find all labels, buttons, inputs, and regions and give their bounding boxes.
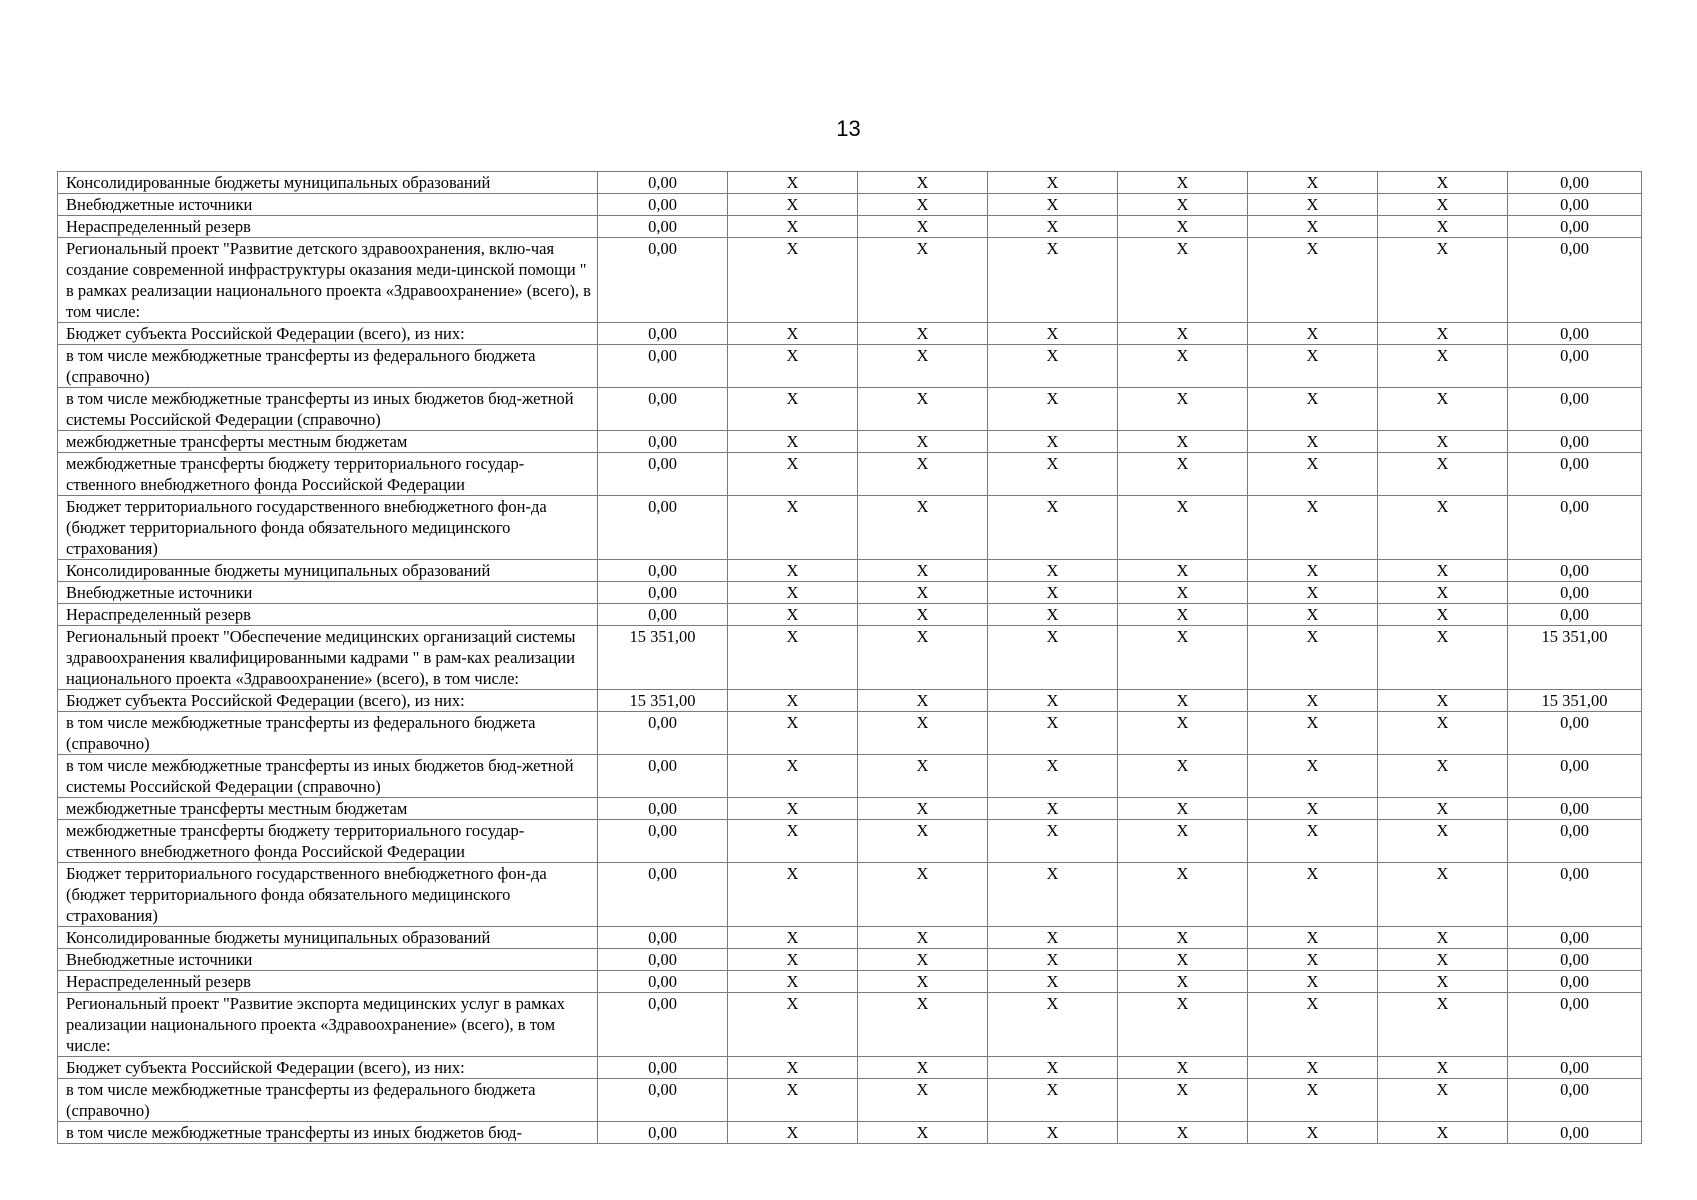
table-row [58,690,1642,712]
row-mark-6: Х [1378,194,1508,216]
row-mark-2: Х [858,798,988,820]
row-mark-2: Х [858,238,988,323]
row-mark-6: Х [1378,604,1508,626]
table-row [58,453,1642,496]
row-mark-2: Х [858,431,988,453]
row-mark-2: Х [858,1079,988,1122]
row-label: Бюджет территориального государственного внебюджетного фон-да (бюджет территориального фонда обязательного медицинского страхования) [58,496,598,560]
row-mark-3: Х [988,238,1118,323]
table-row [58,323,1642,345]
row-value: 0,00 [598,496,728,560]
row-mark-5: Х [1248,863,1378,927]
row-value: 0,00 [598,1122,728,1144]
table-row [58,582,1642,604]
table-row [58,626,1642,690]
row-mark-3: Х [988,323,1118,345]
row-mark-4: Х [1118,496,1248,560]
row-mark-5: Х [1248,604,1378,626]
row-mark-5: Х [1248,388,1378,431]
row-mark-1: Х [728,604,858,626]
row-mark-6: Х [1378,971,1508,993]
row-mark-3: Х [988,560,1118,582]
row-mark-2: Х [858,172,988,194]
row-mark-2: Х [858,626,988,690]
row-value: 0,00 [598,388,728,431]
row-value: 0,00 [598,1079,728,1122]
row-mark-3: Х [988,1079,1118,1122]
row-mark-2: Х [858,582,988,604]
row-mark-5: Х [1248,1057,1378,1079]
row-label: в том числе межбюджетные трансферты из иных бюджетов бюд-жетной системы Российской Федерации (справочно) [58,755,598,798]
row-value: 0,00 [598,345,728,388]
row-total: 0,00 [1508,971,1642,993]
row-label: Консолидированные бюджеты муниципальных образований [58,560,598,582]
row-mark-6: Х [1378,798,1508,820]
row-mark-2: Х [858,216,988,238]
table-row [58,927,1642,949]
row-total: 0,00 [1508,560,1642,582]
row-mark-4: Х [1118,927,1248,949]
row-mark-3: Х [988,820,1118,863]
row-total: 0,00 [1508,216,1642,238]
row-mark-2: Х [858,323,988,345]
row-total: 0,00 [1508,604,1642,626]
table-row [58,798,1642,820]
row-mark-3: Х [988,626,1118,690]
row-mark-6: Х [1378,172,1508,194]
table-row [58,604,1642,626]
row-value: 0,00 [598,712,728,755]
row-mark-6: Х [1378,1122,1508,1144]
table-row [58,496,1642,560]
row-mark-5: Х [1248,345,1378,388]
row-mark-2: Х [858,194,988,216]
row-label: в том числе межбюджетные трансферты из иных бюджетов бюд- [58,1122,598,1144]
row-mark-5: Х [1248,755,1378,798]
row-value: 0,00 [598,453,728,496]
table-row [58,1122,1642,1144]
row-label: межбюджетные трансферты бюджету территориального государ-ственного внебюджетного фонда Российской Федерации [58,820,598,863]
row-label: Бюджет субъекта Российской Федерации (всего), из них: [58,1057,598,1079]
row-total: 0,00 [1508,431,1642,453]
row-value: 0,00 [598,194,728,216]
row-mark-1: Х [728,971,858,993]
row-mark-1: Х [728,798,858,820]
row-total: 0,00 [1508,1122,1642,1144]
row-mark-4: Х [1118,798,1248,820]
row-label: Внебюджетные источники [58,582,598,604]
row-label: Внебюджетные источники [58,194,598,216]
row-mark-3: Х [988,431,1118,453]
row-mark-4: Х [1118,388,1248,431]
row-mark-2: Х [858,1122,988,1144]
row-label: межбюджетные трансферты местным бюджетам [58,798,598,820]
row-mark-5: Х [1248,798,1378,820]
budget-table-body [58,172,1642,1144]
row-label: Бюджет субъекта Российской Федерации (всего), из них: [58,323,598,345]
row-mark-6: Х [1378,755,1508,798]
row-mark-4: Х [1118,1079,1248,1122]
row-mark-2: Х [858,560,988,582]
row-mark-6: Х [1378,323,1508,345]
row-total: 0,00 [1508,820,1642,863]
row-mark-1: Х [728,496,858,560]
row-mark-5: Х [1248,453,1378,496]
row-label: Региональный проект "Развитие детского здравоохранения, вклю-чая создание современной инфраструктуры оказания меди-цинской помощи " в рамках реализации национального проекта «Здравоохранение» (всего), в том числе: [58,238,598,323]
row-mark-2: Х [858,604,988,626]
table-row [58,971,1642,993]
row-mark-1: Х [728,431,858,453]
row-mark-1: Х [728,238,858,323]
table-row [58,216,1642,238]
table-row [58,388,1642,431]
row-mark-6: Х [1378,431,1508,453]
row-mark-3: Х [988,1057,1118,1079]
row-label: Региональный проект "Развитие экспорта медицинских услуг в рамках реализации национального проекта «Здравоохранение» (всего), в том числе: [58,993,598,1057]
row-mark-6: Х [1378,1079,1508,1122]
row-value: 0,00 [598,949,728,971]
table-row [58,755,1642,798]
row-label: межбюджетные трансферты местным бюджетам [58,431,598,453]
row-mark-5: Х [1248,927,1378,949]
row-mark-2: Х [858,949,988,971]
row-mark-4: Х [1118,194,1248,216]
row-mark-4: Х [1118,949,1248,971]
table-row [58,560,1642,582]
row-mark-5: Х [1248,582,1378,604]
row-mark-1: Х [728,993,858,1057]
row-mark-4: Х [1118,971,1248,993]
row-mark-4: Х [1118,604,1248,626]
row-label: Консолидированные бюджеты муниципальных образований [58,172,598,194]
row-mark-1: Х [728,453,858,496]
row-mark-6: Х [1378,927,1508,949]
row-mark-5: Х [1248,626,1378,690]
row-mark-1: Х [728,582,858,604]
row-total: 0,00 [1508,755,1642,798]
row-mark-6: Х [1378,238,1508,323]
row-value: 0,00 [598,755,728,798]
row-total: 15 351,00 [1508,690,1642,712]
row-mark-2: Х [858,863,988,927]
row-mark-5: Х [1248,431,1378,453]
row-mark-3: Х [988,453,1118,496]
row-value: 0,00 [598,172,728,194]
row-mark-6: Х [1378,216,1508,238]
row-value: 0,00 [598,971,728,993]
table-row [58,712,1642,755]
row-mark-3: Х [988,949,1118,971]
row-total: 0,00 [1508,927,1642,949]
page-number: 13 [836,116,861,141]
row-mark-5: Х [1248,971,1378,993]
row-total: 0,00 [1508,712,1642,755]
row-mark-4: Х [1118,993,1248,1057]
row-mark-4: Х [1118,1057,1248,1079]
row-mark-3: Х [988,863,1118,927]
row-label: Нераспределенный резерв [58,604,598,626]
row-mark-3: Х [988,388,1118,431]
row-mark-5: Х [1248,1122,1378,1144]
row-mark-1: Х [728,626,858,690]
row-mark-2: Х [858,496,988,560]
row-value: 0,00 [598,863,728,927]
row-mark-5: Х [1248,949,1378,971]
row-label: Консолидированные бюджеты муниципальных образований [58,927,598,949]
row-total: 0,00 [1508,863,1642,927]
table-row [58,820,1642,863]
row-mark-2: Х [858,993,988,1057]
row-value: 0,00 [598,431,728,453]
row-mark-1: Х [728,690,858,712]
row-value: 0,00 [598,993,728,1057]
row-mark-2: Х [858,1057,988,1079]
row-mark-3: Х [988,927,1118,949]
row-label: Внебюджетные источники [58,949,598,971]
row-mark-1: Х [728,216,858,238]
row-mark-4: Х [1118,626,1248,690]
row-mark-4: Х [1118,755,1248,798]
row-mark-3: Х [988,755,1118,798]
table-row [58,345,1642,388]
row-total: 0,00 [1508,388,1642,431]
row-mark-1: Х [728,1057,858,1079]
row-label: в том числе межбюджетные трансферты из иных бюджетов бюд-жетной системы Российской Федерации (справочно) [58,388,598,431]
row-total: 0,00 [1508,496,1642,560]
row-mark-6: Х [1378,820,1508,863]
row-total: 0,00 [1508,194,1642,216]
row-mark-1: Х [728,345,858,388]
row-label: Нераспределенный резерв [58,971,598,993]
table-row [58,863,1642,927]
row-mark-1: Х [728,194,858,216]
row-mark-3: Х [988,798,1118,820]
row-mark-3: Х [988,582,1118,604]
row-mark-6: Х [1378,388,1508,431]
row-mark-6: Х [1378,453,1508,496]
row-mark-1: Х [728,949,858,971]
row-mark-4: Х [1118,582,1248,604]
row-value: 0,00 [598,798,728,820]
row-label: межбюджетные трансферты бюджету территориального государ-ственного внебюджетного фонда Российской Федерации [58,453,598,496]
row-mark-4: Х [1118,863,1248,927]
row-mark-1: Х [728,323,858,345]
row-value: 0,00 [598,1057,728,1079]
table-row [58,431,1642,453]
row-mark-5: Х [1248,323,1378,345]
row-mark-1: Х [728,755,858,798]
row-mark-5: Х [1248,216,1378,238]
row-mark-3: Х [988,690,1118,712]
row-label: в том числе межбюджетные трансферты из федерального бюджета (справочно) [58,345,598,388]
row-mark-4: Х [1118,820,1248,863]
row-mark-6: Х [1378,712,1508,755]
row-total: 0,00 [1508,323,1642,345]
row-mark-2: Х [858,971,988,993]
row-mark-5: Х [1248,690,1378,712]
row-mark-2: Х [858,388,988,431]
table-row [58,1057,1642,1079]
row-total: 0,00 [1508,1079,1642,1122]
row-mark-5: Х [1248,993,1378,1057]
row-mark-4: Х [1118,560,1248,582]
row-mark-3: Х [988,604,1118,626]
row-mark-2: Х [858,820,988,863]
row-mark-4: Х [1118,172,1248,194]
row-mark-6: Х [1378,863,1508,927]
row-label: Нераспределенный резерв [58,216,598,238]
row-value: 0,00 [598,927,728,949]
row-mark-6: Х [1378,345,1508,388]
row-mark-5: Х [1248,172,1378,194]
row-mark-5: Х [1248,820,1378,863]
row-total: 0,00 [1508,238,1642,323]
row-mark-6: Х [1378,496,1508,560]
row-total: 15 351,00 [1508,626,1642,690]
row-mark-5: Х [1248,1079,1378,1122]
row-label: Региональный проект "Обеспечение медицинских организаций системы здравоохранения квалифицированными кадрами " в рам-ках реализации национального проекта «Здравоохранение» (всего), в том числе: [58,626,598,690]
row-mark-3: Х [988,993,1118,1057]
row-mark-6: Х [1378,949,1508,971]
table-row [58,172,1642,194]
row-mark-1: Х [728,927,858,949]
row-mark-2: Х [858,712,988,755]
row-mark-1: Х [728,863,858,927]
row-mark-6: Х [1378,582,1508,604]
row-label: в том числе межбюджетные трансферты из федерального бюджета (справочно) [58,712,598,755]
row-total: 0,00 [1508,1057,1642,1079]
row-mark-6: Х [1378,626,1508,690]
row-mark-3: Х [988,496,1118,560]
row-total: 0,00 [1508,798,1642,820]
row-total: 0,00 [1508,453,1642,496]
row-mark-1: Х [728,388,858,431]
row-mark-3: Х [988,1122,1118,1144]
table-row [58,949,1642,971]
row-mark-4: Х [1118,690,1248,712]
row-total: 0,00 [1508,345,1642,388]
row-mark-4: Х [1118,216,1248,238]
row-mark-3: Х [988,345,1118,388]
row-mark-5: Х [1248,238,1378,323]
row-value: 0,00 [598,582,728,604]
row-mark-2: Х [858,755,988,798]
row-mark-4: Х [1118,323,1248,345]
row-mark-3: Х [988,971,1118,993]
row-value: 0,00 [598,820,728,863]
row-mark-6: Х [1378,690,1508,712]
row-mark-5: Х [1248,560,1378,582]
row-mark-2: Х [858,345,988,388]
row-label: в том числе межбюджетные трансферты из федерального бюджета (справочно) [58,1079,598,1122]
table-row [58,1079,1642,1122]
row-value: 0,00 [598,216,728,238]
row-mark-5: Х [1248,194,1378,216]
row-total: 0,00 [1508,993,1642,1057]
row-value: 0,00 [598,560,728,582]
row-value: 15 351,00 [598,690,728,712]
row-mark-4: Х [1118,453,1248,496]
row-mark-2: Х [858,927,988,949]
row-total: 0,00 [1508,172,1642,194]
row-mark-5: Х [1248,496,1378,560]
row-label: Бюджет субъекта Российской Федерации (всего), из них: [58,690,598,712]
row-mark-6: Х [1378,560,1508,582]
table-row [58,993,1642,1057]
row-mark-3: Х [988,172,1118,194]
row-mark-5: Х [1248,712,1378,755]
row-value: 0,00 [598,604,728,626]
row-total: 0,00 [1508,949,1642,971]
row-mark-3: Х [988,216,1118,238]
row-value: 0,00 [598,323,728,345]
row-mark-4: Х [1118,1122,1248,1144]
row-mark-4: Х [1118,238,1248,323]
row-mark-6: Х [1378,1057,1508,1079]
row-mark-6: Х [1378,993,1508,1057]
row-mark-4: Х [1118,712,1248,755]
row-total: 0,00 [1508,582,1642,604]
row-mark-1: Х [728,820,858,863]
row-mark-4: Х [1118,345,1248,388]
row-mark-1: Х [728,1079,858,1122]
row-value: 15 351,00 [598,626,728,690]
row-label: Бюджет территориального государственного внебюджетного фон-да (бюджет территориального фонда обязательного медицинского страхования) [58,863,598,927]
row-mark-3: Х [988,194,1118,216]
row-mark-3: Х [988,712,1118,755]
row-mark-1: Х [728,172,858,194]
budget-table [57,171,1642,1144]
row-mark-4: Х [1118,431,1248,453]
table-row [58,238,1642,323]
row-value: 0,00 [598,238,728,323]
row-mark-1: Х [728,712,858,755]
row-mark-2: Х [858,690,988,712]
row-mark-2: Х [858,453,988,496]
row-mark-1: Х [728,1122,858,1144]
row-mark-1: Х [728,560,858,582]
table-row [58,194,1642,216]
